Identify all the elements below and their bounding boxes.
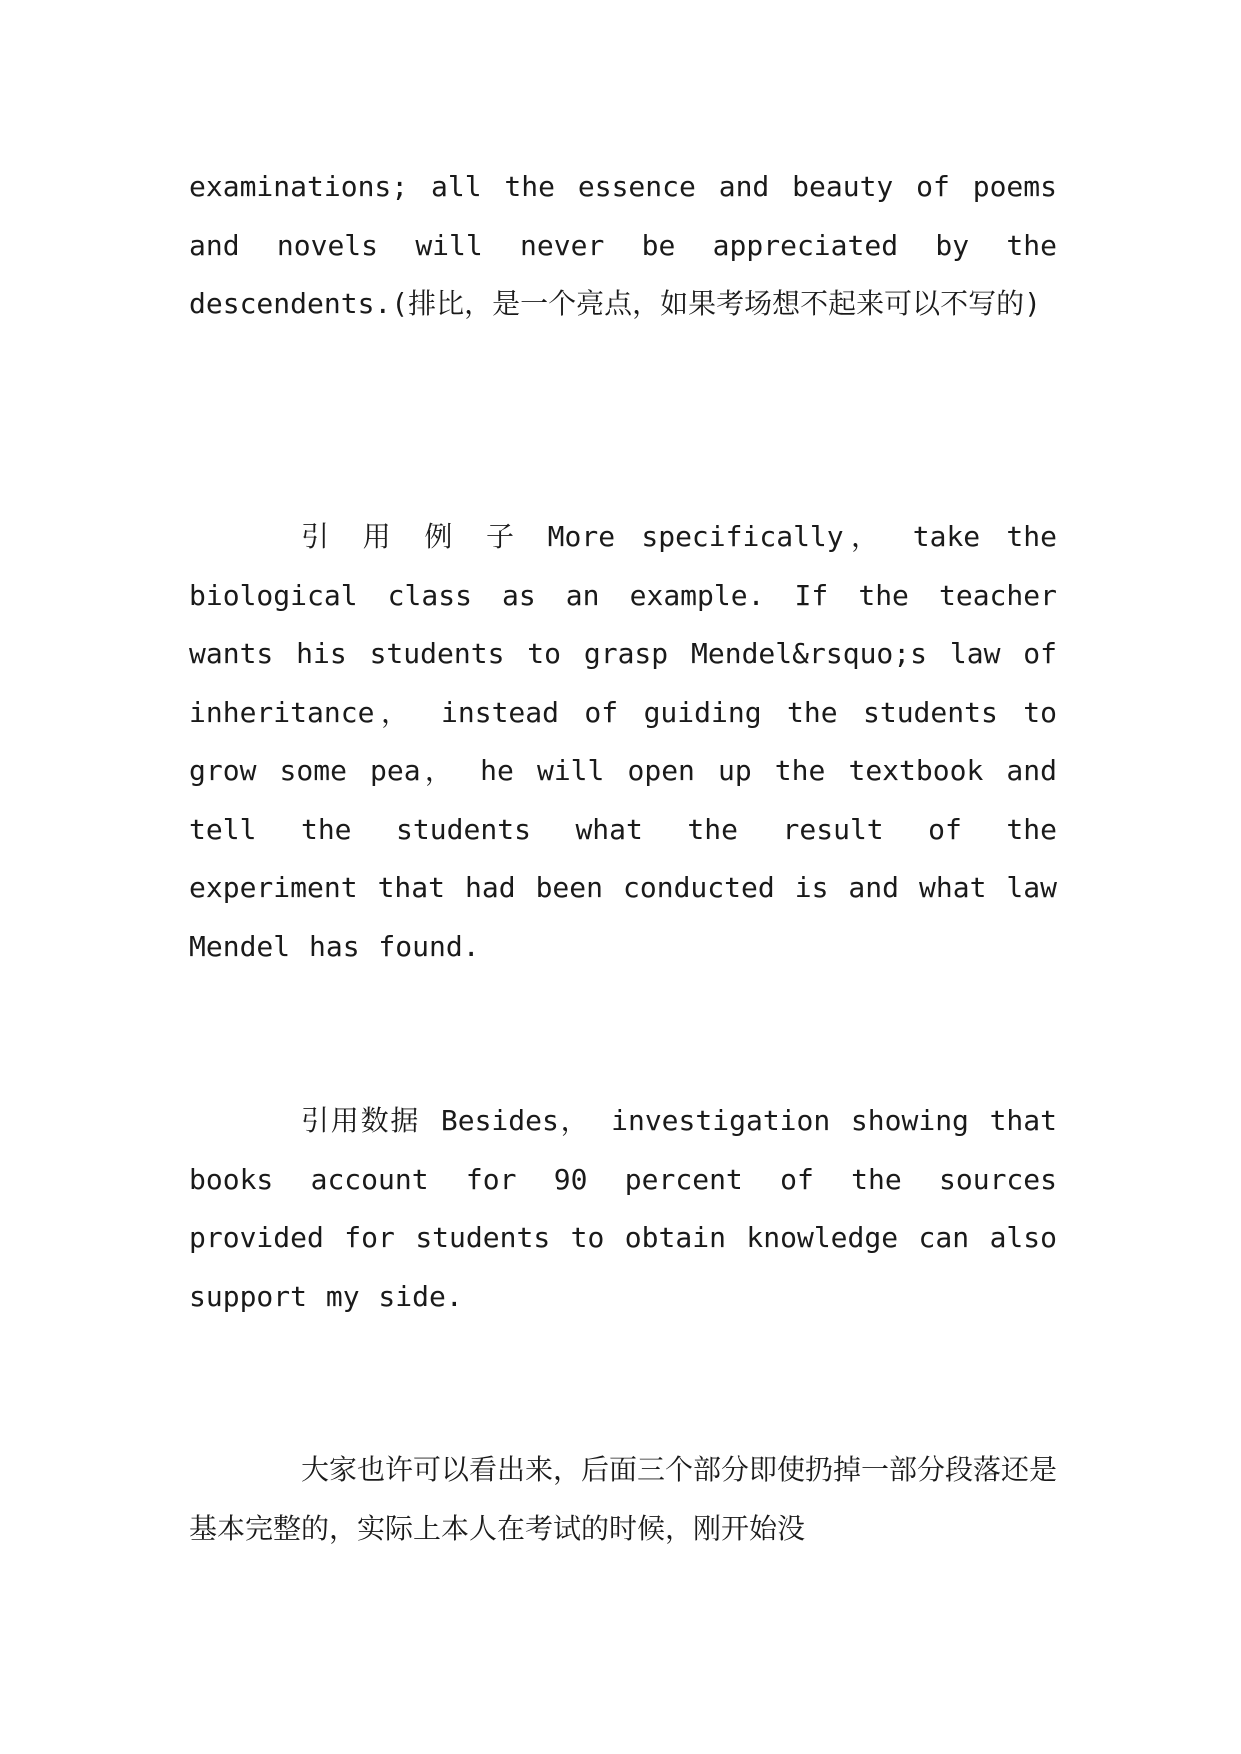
paragraph-data: 引用数据 Besides， investigation showing that books account for 90 percent of the sources provided for students to obtain knowledge can also support my side. <box>189 1104 1057 1313</box>
paragraph-example: 引 用 例 子 More specifically， take the biological class as an example. If the teacher wants his students to grasp Mendel&rsquo;s law of inheritance， instead of guiding the students to grow some pea， he will open up the textbook and tell the students what the result of the experiment that had been conducted is and what law Mendel has found. <box>189 520 1057 963</box>
paragraph-continuation: examinations; all the essence and beauty of poems and novels will never be appreciated by the descendents.(排比，是一个亮点，如果考场想不起来可以不写的) <box>189 170 1057 320</box>
paragraph-commentary: 大家也许可以看出来，后面三个部分即使扔掉一部分段落还是基本完整的，实际上本人在考试的时候，刚开始没 <box>189 1453 1058 1545</box>
